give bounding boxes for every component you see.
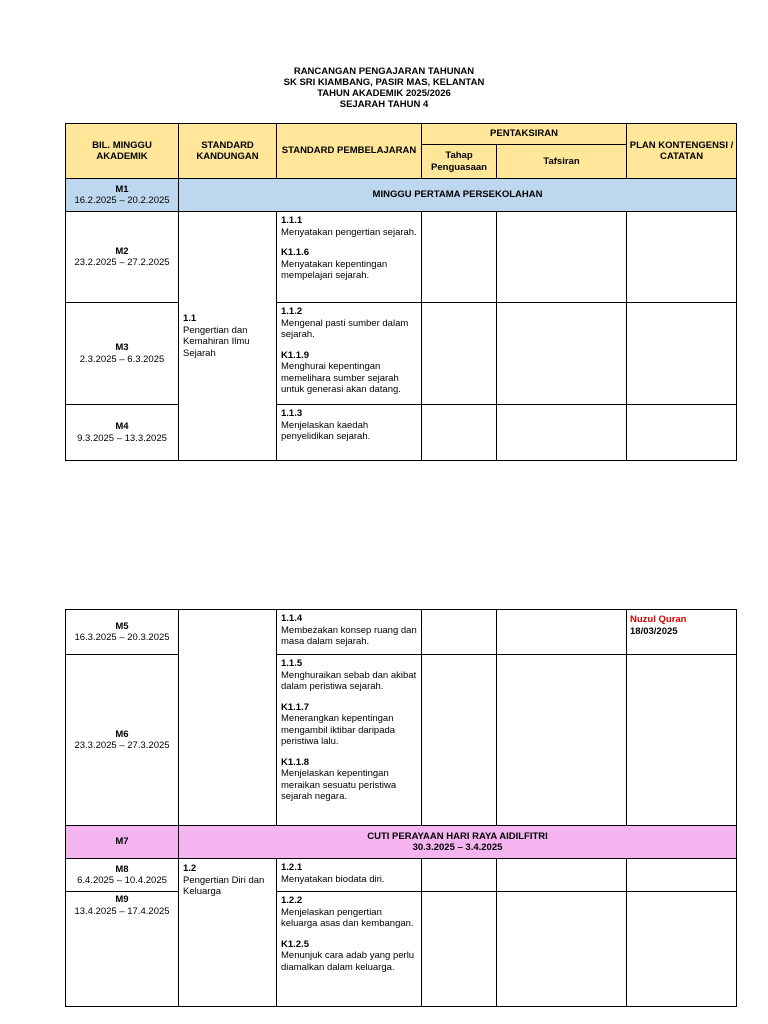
sp-code: 1.2.1 <box>281 862 303 873</box>
week-code: M6 <box>115 728 129 740</box>
week-code: M5 <box>115 620 129 632</box>
standard-pembelajaran-cell <box>277 212 422 303</box>
standard-pembelajaran-cell <box>277 655 422 826</box>
header-sk: STANDARD KANDUNGAN <box>179 124 277 179</box>
sk-desc: Pengertian Diri dan Keluarga <box>183 874 265 897</box>
table-row <box>66 405 737 461</box>
sp-code: K1.1.6 <box>281 247 309 258</box>
sp-code: K1.1.9 <box>281 349 309 361</box>
sp-code: 1.2.2 <box>281 895 303 906</box>
sp-code: 1.1.1 <box>281 215 303 226</box>
tafsiran-cell <box>497 303 627 405</box>
event-band: MINGGU PERTAMA PERSEKOLAHAN <box>179 179 737 212</box>
standard-kandungan-cell <box>179 212 277 461</box>
band-date: 30.3.2025 – 3.4.2025 <box>412 842 503 853</box>
week-cell <box>66 179 179 212</box>
note-date: 18/03/2025 <box>630 625 678 637</box>
week-cell <box>66 859 179 892</box>
week-date: 23.3.2025 – 27.3.2025 <box>74 740 170 751</box>
sp-desc: Menerangkan kepentingan mengambil iktibar daripada peristiwa lalu. <box>281 713 396 747</box>
tahap-cell <box>422 610 497 655</box>
header-tafsiran: Tafsiran <box>497 145 627 179</box>
event-band <box>179 826 737 859</box>
sk-code: 1.2 <box>183 863 197 874</box>
title-line-2: SK SRI KIAMBANG, PASIR MAS, KELANTAN <box>283 77 485 88</box>
plan-cell <box>627 405 737 461</box>
week-cell <box>66 610 179 655</box>
sp-desc: Menyatakan kepentingan mempelajari sejarah. <box>281 258 388 281</box>
sp-code: K1.1.8 <box>281 756 309 768</box>
week-cell <box>66 212 179 303</box>
plan-cell <box>627 610 737 655</box>
week-date: 23.2.2025 – 27.2.2025 <box>74 257 170 268</box>
tahap-cell <box>422 212 497 303</box>
sp-desc: Menjelaskan kepentingan meraikan sesuatu peristiwa sejarah negara. <box>281 768 397 802</box>
week-cell <box>66 655 179 826</box>
table-row <box>66 892 737 1007</box>
tafsiran-cell <box>497 892 627 1007</box>
sp-code: 1.1.5 <box>281 658 303 669</box>
standard-pembelajaran-cell <box>277 405 422 461</box>
week-date: 6.4.2025 – 10.4.2025 <box>77 875 167 886</box>
sp-desc: Menghuraikan sebab dan akibat dalam peristiwa sejarah. <box>281 669 417 692</box>
week-cell <box>66 826 179 859</box>
tahap-cell <box>422 655 497 826</box>
plan-cell <box>627 212 737 303</box>
week-code: M2 <box>115 245 129 257</box>
tafsiran-cell <box>497 655 627 826</box>
week-code: M1 <box>115 183 129 195</box>
sp-code: 1.1.3 <box>281 408 303 419</box>
week-date: 13.4.2025 – 17.4.2025 <box>74 905 170 917</box>
plan-table-1 <box>65 123 737 461</box>
table-row <box>66 610 737 655</box>
sp-desc: Membezakan konsep ruang dan masa dalam sejarah. <box>281 624 417 647</box>
week-date: 9.3.2025 – 13.3.2025 <box>77 432 167 444</box>
title-line-4: SEJARAH TAHUN 4 <box>339 99 429 110</box>
band-title: CUTI PERAYAAN HARI RAYA AIDILFITRI <box>367 830 548 842</box>
sk-desc: Pengertian dan Kemahiran Ilmu Sejarah <box>183 324 250 359</box>
tahap-cell <box>422 405 497 461</box>
sp-code: K1.1.7 <box>281 701 309 713</box>
standard-pembelajaran-cell <box>277 303 422 405</box>
week-date: 2.3.2025 – 6.3.2025 <box>79 353 165 365</box>
table-row <box>66 179 737 212</box>
sp-desc: Menjelaskan kaedah penyelidikan sejarah. <box>281 419 371 442</box>
table-row <box>66 303 737 405</box>
sp-desc: Menyatakan biodata diri. <box>281 873 385 885</box>
sp-code: 1.1.4 <box>281 613 303 624</box>
table-row <box>66 826 737 859</box>
tahap-cell <box>422 303 497 405</box>
sp-desc: Mengenal pasti sumber dalam sejarah. <box>281 317 409 340</box>
tahap-cell <box>422 859 497 892</box>
standard-pembelajaran-cell <box>277 892 422 1007</box>
tafsiran-cell <box>497 859 627 892</box>
week-code: M3 <box>115 342 129 353</box>
week-code: M7 <box>115 836 129 848</box>
header-plan: PLAN KONTENGENSI / CATATAN <box>627 124 737 179</box>
sk-code: 1.1 <box>183 313 197 324</box>
sp-desc: Menjelaskan pengertian keluarga asas dan kembangan. <box>281 906 414 929</box>
tafsiran-cell <box>497 610 627 655</box>
week-cell <box>66 303 179 405</box>
plan-cell <box>627 655 737 826</box>
table-row <box>66 859 737 892</box>
standard-kandungan-cell <box>179 859 277 1007</box>
week-date: 16.2.2025 – 20.2.2025 <box>74 195 170 206</box>
tafsiran-cell <box>497 212 627 303</box>
tahap-cell <box>422 892 497 1007</box>
week-cell <box>66 405 179 461</box>
standard-pembelajaran-cell <box>277 859 422 892</box>
header-assessment: PENTAKSIRAN <box>422 124 627 145</box>
plan-cell <box>627 892 737 1007</box>
plan-cell <box>627 303 737 405</box>
note-title: Nuzul Quran <box>630 614 687 625</box>
sp-desc: Menyatakan pengertian sejarah. <box>281 226 417 238</box>
table-row <box>66 212 737 303</box>
standard-kandungan-cell <box>179 610 277 826</box>
week-code: M8 <box>115 863 129 875</box>
week-cell <box>66 892 179 1007</box>
week-date: 16.3.2025 – 20.3.2025 <box>74 632 170 643</box>
week-code: M4 <box>115 421 129 432</box>
tafsiran-cell <box>497 405 627 461</box>
header-sp: STANDARD PEMBELAJARAN <box>277 124 422 179</box>
header-tahap: Tahap Penguasaan <box>422 145 497 179</box>
title-line-3: TAHUN AKADEMIK 2025/2026 <box>317 88 451 99</box>
plan-table-2 <box>65 609 737 1007</box>
title-line-1: RANCANGAN PENGAJARAN TAHUNAN <box>293 66 475 77</box>
week-code: M9 <box>115 894 129 905</box>
sp-code: 1.1.2 <box>281 306 303 317</box>
sp-desc: Menghurai kepentingan memelihara sumber sejarah untuk generasi akan datang. <box>281 361 401 395</box>
header-week: BIL. MINGGU AKADEMIK <box>66 124 179 179</box>
table-row <box>66 655 737 826</box>
plan-cell <box>627 859 737 892</box>
sp-code: K1.2.5 <box>281 938 309 950</box>
document-title <box>0 66 768 110</box>
sp-desc: Menunjuk cara adab yang perlu diamalkan dalam keluarga. <box>281 950 415 973</box>
standard-pembelajaran-cell <box>277 610 422 655</box>
